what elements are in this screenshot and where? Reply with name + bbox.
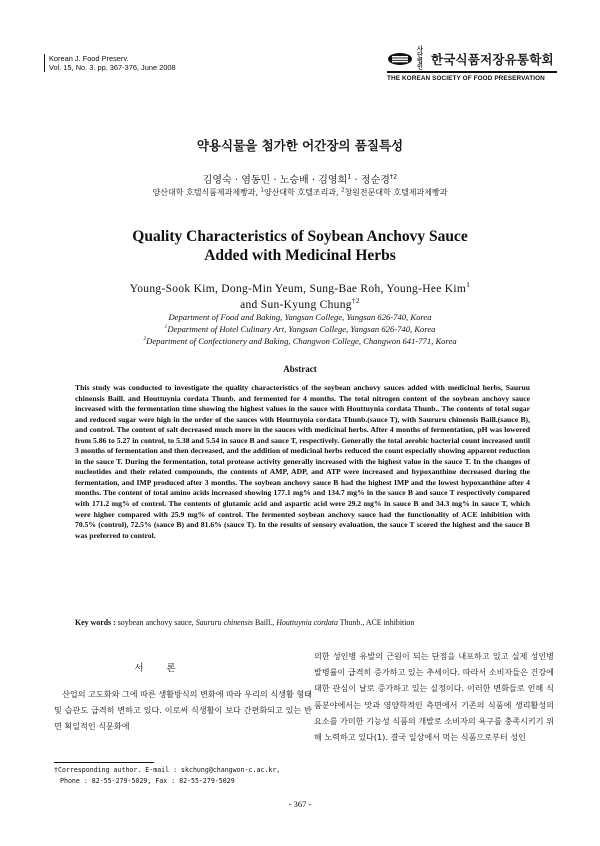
corresponding-author-footnote: †Corresponding author. E-mail : skchung@changwon-c.ac.kr, Phone : 82-55-279-5029, Fax : 82-55-279-5029 <box>54 766 281 785</box>
title-english: Quality Characteristics of Soybean Anchovy Sauce Added with Medicinal Herbs <box>132 228 468 264</box>
abstract-body: This study was conducted to investigate the quality characteristics of the soybean anchovy sauces added with medicinal herbs, Sauruu chinensis Baill. and Houttuynia cordata Thunb. and fermented for 4 months. The total nitrogen content of the soybean anchovy sauce increased with the fermentation time showing the highest values in the sauce with Houttuynia cordata Thunb.. The contents of total sugar and reduced sugar were high in the order of the sauces with Houttuynia cordata Thunb.(sauce T), with Saururu chinensis Baill.(sauce B), and control. The content of salt decreased much more in the sauces with medicinal herbs. After 4 months of fermentation, pH was lowered from 5.86 to 5.27 in control, to 5.38 and 5.54 in sauce B and sauce T, respectively. Generally the total aerobic bacterial count increased until 3 months of fermentation and then decreased, and the addition of medicinal herbs reduced the count especially showing apparent reduction in the sauce T. During the fermentation, total protease activity generally increased with the highest value in the sauce T. In the changes of nucleotides and their related compounds, the contents of AMP, ADP, and ATP were increased and hypoxanthine decreased during the fermentation, and IMP produced after 3 months. The soybean anchovy sauce B had the highest IMP and the lowest hypoxanthine after 4 months. The content of total amino acids increased showing 177.1 mg% and 134.7 mg% in the sauce B and sauce T respectively compared with 171.2 mg% of control. The contents of glutamic acid and aspartic acid were 29.2 mg% in sauce B and 34.3 mg% in sauce T, which were higher compared with 25.9 mg% of control. The fermented soybean anchovy sauce had the functionality of ACE inhibition with 70.5% (control), 72.5% (sauce B) and 81.6% (sauce T). In the results of sensory evaluation, the sauce T scored the highest and the sauce B was preferred to control. <box>75 383 530 540</box>
keywords: Key words : soybean anchovy sauce, Saururu chinensis Baill., Houttuynia cordata Thunb., ACE inhibition <box>75 618 415 627</box>
society-divider <box>387 71 557 73</box>
journal-volume: Vol. 15, No. 3. pp. 367-376, June 2008 <box>49 63 176 72</box>
abstract-heading: Abstract <box>283 364 317 374</box>
authors-english: Young-Sook Kim, Dong-Min Yeum, Sung-Bae Roh, Young-Hee Kim$^1$ and Sun-Kyung Chung$^{\dagger 2}$ <box>129 280 471 311</box>
journal-name: Korean J. Food Preserv. <box>49 54 129 63</box>
society-name-en: THE KOREAN SOCIETY OF FOOD PRESERVATION <box>387 74 545 82</box>
intro-heading: 서 론 <box>134 663 186 674</box>
intro-left-column: 산업의 고도화와 그에 따른 생활방식의 변화에 따라 우리의 식생활 형태 및 습관도 급격히 변하고 있다. 이로써 식생활이 보다 간편화되고 있는 반면 획일적인 식문화에 <box>54 689 312 732</box>
affiliations-korean: 양산대학 호텔식품제과제빵과, $^1$양산대학 호텔조리과, $^2$창원전문대학 호텔제과제빵과 <box>152 187 448 197</box>
authors-korean: 김영숙 · 염동민 · 노승배 · 김영희$^1$ · 정순경$^{\dagger 2}$ <box>202 172 398 186</box>
journal-citation <box>44 54 176 72</box>
intro-right-column: 의한 성인병 유발의 근원이 되는 단점을 내포하고 있고 실제 성인병 발병률이 급격히 증가하고 있는 추세이다. 따라서 소비자들은 건강에 대한 관심이 날로 증가하고 있는 실정이다. 이러한 변화들로 인해 식품분야에서는 맛과 영양학적인 측면에서 기존의 식품에 생리활성의 요소를 가미한 기능성 식품의 개발로 소비자의 욕구를 충족시키기 위해 노력하고 있다(1). 결국 일상에서 먹는 식품으로부터 성인 <box>314 651 554 743</box>
title-korean: 약용식물을 첨가한 어간장의 품질특성 <box>196 138 404 153</box>
footnote-divider <box>54 762 154 763</box>
page-number: - 367 - <box>288 799 312 809</box>
society-name-ko: 한국식품저장유통학회 <box>431 52 554 67</box>
affiliations-english: Department of Food and Baking, Yangsan College, Yangsan 626-740, Korea $^1$Department of Hotel Culinary Art, Yangsan College, Yangsan 626-740, Korea $^2$Department of Confectionery and Baking, Changwon College, Changwon 641-771, Korea <box>143 312 457 346</box>
society-header <box>387 47 557 82</box>
society-corp-label: 사단 법인 <box>417 46 423 71</box>
society-logo-icon <box>387 52 413 66</box>
